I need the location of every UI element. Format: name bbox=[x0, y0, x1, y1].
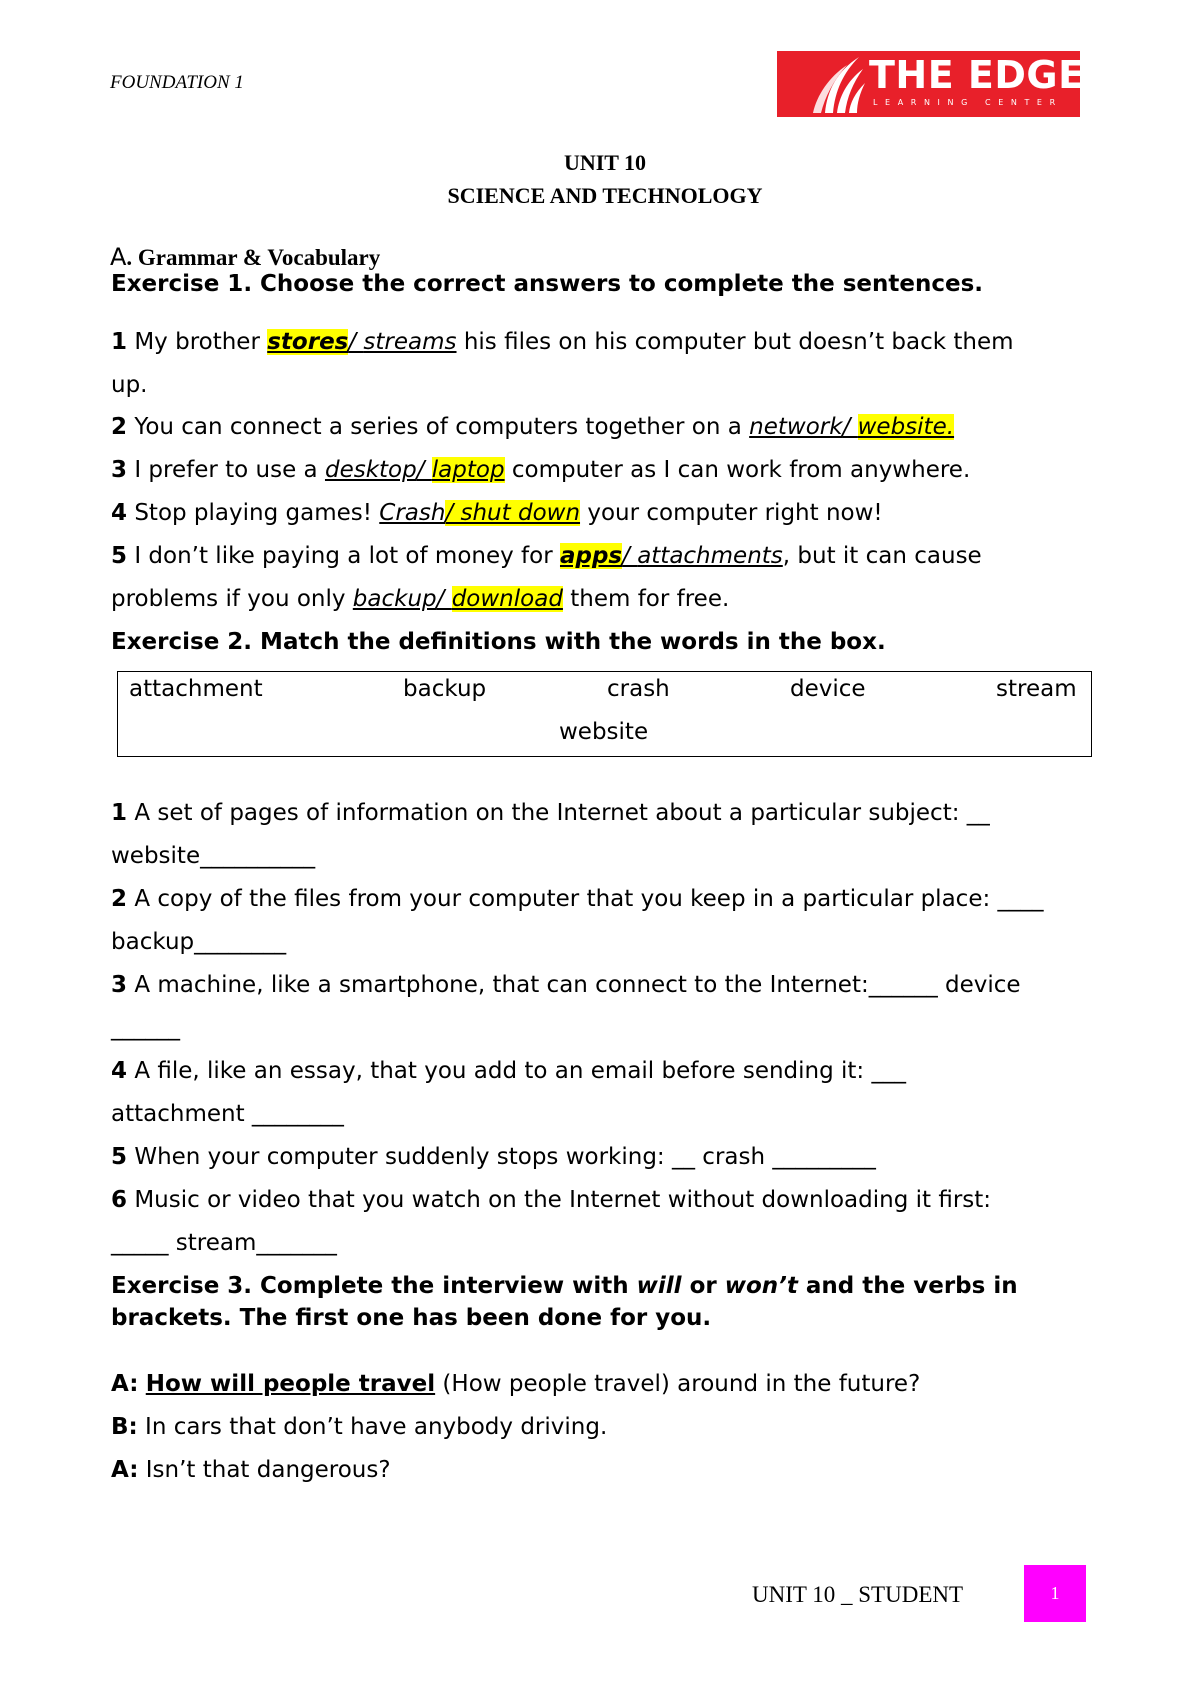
section-title: . Grammar & Vocabulary bbox=[126, 245, 381, 270]
ex2-item-1-answer: website__________ bbox=[111, 843, 316, 869]
option-separator: / bbox=[445, 500, 461, 526]
dialogue-text: Isn’t that dangerous? bbox=[138, 1457, 391, 1483]
dialogue-text: In cars that don’t have anybody driving. bbox=[137, 1414, 608, 1440]
ex2-item-4 bbox=[111, 1058, 906, 1084]
item-text: computer as I can work from anywhere. bbox=[504, 457, 971, 483]
speaker-label: A: bbox=[111, 1371, 139, 1397]
dialogue-line bbox=[111, 1371, 920, 1397]
word-box-word: stream bbox=[996, 676, 1077, 702]
ex2-item-4-answer: attachment ________ bbox=[111, 1101, 344, 1127]
answer-option: network bbox=[749, 414, 843, 440]
option-separator: / bbox=[436, 586, 452, 612]
item-text: his files on his computer but doesn’t back them bbox=[456, 329, 1014, 355]
item-text: A machine, like a smartphone, that can connect to the Internet:______ device bbox=[127, 972, 1021, 998]
heading-keyword: will bbox=[636, 1273, 682, 1299]
item-number: 3 bbox=[111, 457, 128, 483]
item-text: Music or video that you watch on the Internet without downloading it first: bbox=[127, 1187, 992, 1213]
item-number: 3 bbox=[111, 972, 128, 998]
answer-option-correct: laptop bbox=[431, 457, 505, 483]
item-number: 5 bbox=[111, 543, 128, 569]
ex1-item-3 bbox=[111, 457, 970, 483]
heading-keyword: won’t bbox=[724, 1273, 798, 1299]
answer-option: attachments bbox=[637, 543, 783, 569]
dialogue-line bbox=[111, 1457, 391, 1483]
item-text: Stop playing games! bbox=[127, 500, 380, 526]
item-number: 2 bbox=[111, 886, 128, 912]
unit-title: UNIT 10 bbox=[563, 150, 647, 175]
ex1-item-1-cont: up. bbox=[111, 372, 148, 398]
exercise-3-heading bbox=[111, 1273, 1018, 1299]
word-box-word: device bbox=[790, 676, 866, 702]
heading-text: or bbox=[681, 1273, 725, 1299]
item-number: 5 bbox=[111, 1144, 128, 1170]
item-number: 4 bbox=[111, 500, 128, 526]
section-letter: A bbox=[110, 243, 127, 271]
ex1-item-4 bbox=[111, 500, 883, 526]
answer-option: desktop bbox=[324, 457, 417, 483]
answer-option-correct: website. bbox=[857, 414, 955, 440]
heading-text: and the verbs in bbox=[797, 1273, 1018, 1299]
ex1-prefix: Exercise 1 bbox=[111, 271, 244, 297]
item-text: A copy of the files from your computer that you keep in a particular place: ____ bbox=[127, 886, 1044, 912]
exercise-3-heading-cont: brackets. The first one has been done for you. bbox=[111, 1305, 712, 1331]
item-text: problems if you only bbox=[111, 586, 353, 612]
ex1-heading-text: . Choose the correct answers to complete the sentences. bbox=[243, 271, 984, 297]
option-separator: / bbox=[622, 543, 638, 569]
logo-title: THE EDGE bbox=[869, 53, 1085, 97]
item-text: , but it can cause bbox=[782, 543, 982, 569]
item-text: You can connect a series of computers together on a bbox=[127, 414, 750, 440]
ex1-item-5 bbox=[111, 543, 982, 569]
item-number: 4 bbox=[111, 1058, 128, 1084]
ex1-item-2 bbox=[111, 414, 954, 440]
speaker-label: A: bbox=[111, 1457, 139, 1483]
word-box-word: crash bbox=[607, 676, 670, 702]
answer-option: streams bbox=[363, 329, 457, 355]
word-box-word: attachment bbox=[129, 676, 263, 702]
speaker-label: B: bbox=[111, 1414, 138, 1440]
answer-option-correct: stores bbox=[267, 329, 349, 355]
item-text: I don’t like paying a lot of money for bbox=[127, 543, 560, 569]
item-text: A set of pages of information on the Internet about a particular subject: __ bbox=[127, 800, 990, 826]
item-number: 6 bbox=[111, 1187, 128, 1213]
page-number: 1 bbox=[1024, 1565, 1086, 1622]
ex2-item-6 bbox=[111, 1187, 991, 1213]
ex2-item-3-answer: ______ bbox=[111, 1015, 180, 1041]
word-box bbox=[117, 671, 1092, 757]
the-edge-logo bbox=[777, 51, 1085, 117]
ex2-item-2 bbox=[111, 886, 1044, 912]
example-answer: How will people travel bbox=[145, 1371, 436, 1397]
item-text: I prefer to use a bbox=[127, 457, 325, 483]
item-text: My brother bbox=[127, 329, 268, 355]
answer-option-correct: apps bbox=[559, 543, 623, 569]
word-box-word: backup bbox=[403, 676, 487, 702]
section-a-heading bbox=[110, 243, 380, 271]
ex2-item-3 bbox=[111, 972, 1021, 998]
word-box-word: website bbox=[559, 719, 649, 745]
answer-option: Crash bbox=[379, 500, 446, 526]
ex2-item-6-answer: _____ stream_______ bbox=[111, 1230, 337, 1256]
ex2-item-2-answer: backup________ bbox=[111, 929, 287, 955]
item-number: 1 bbox=[111, 800, 128, 826]
unit-topic: SCIENCE AND TECHNOLOGY bbox=[447, 183, 763, 208]
heading-text: Exercise 3. Complete the interview with bbox=[111, 1273, 637, 1299]
item-text: When your computer suddenly stops working: __ crash _________ bbox=[127, 1144, 876, 1170]
option-separator: / bbox=[416, 457, 432, 483]
footer-label: UNIT 10 _ STUDENT bbox=[752, 1582, 964, 1607]
answer-option-correct: download bbox=[451, 586, 563, 612]
item-text: A file, like an essay, that you add to an email before sending it: ___ bbox=[127, 1058, 906, 1084]
option-separator: / bbox=[348, 329, 364, 355]
exercise-1-heading bbox=[111, 271, 983, 297]
logo-subtitle: LEARNING CENTER bbox=[873, 98, 1063, 107]
option-separator: / bbox=[842, 414, 858, 440]
dialogue-line bbox=[111, 1414, 607, 1440]
item-text: your computer right now! bbox=[580, 500, 883, 526]
ex2-item-5 bbox=[111, 1144, 876, 1170]
exercise-2-heading: Exercise 2. Match the definitions with the words in the box. bbox=[111, 629, 886, 655]
answer-option: backup bbox=[352, 586, 437, 612]
logo-swoosh-icon bbox=[777, 51, 869, 117]
ex1-item-1 bbox=[111, 329, 1014, 355]
ex2-item-1 bbox=[111, 800, 990, 826]
item-text: them for free. bbox=[562, 586, 730, 612]
course-label: FOUNDATION 1 bbox=[110, 72, 244, 93]
ex1-item-5-cont bbox=[111, 586, 729, 612]
answer-option-correct: shut down bbox=[460, 500, 581, 526]
item-number: 2 bbox=[111, 414, 128, 440]
dialogue-text: (How people travel) around in the future? bbox=[435, 1371, 921, 1397]
item-number: 1 bbox=[111, 329, 128, 355]
